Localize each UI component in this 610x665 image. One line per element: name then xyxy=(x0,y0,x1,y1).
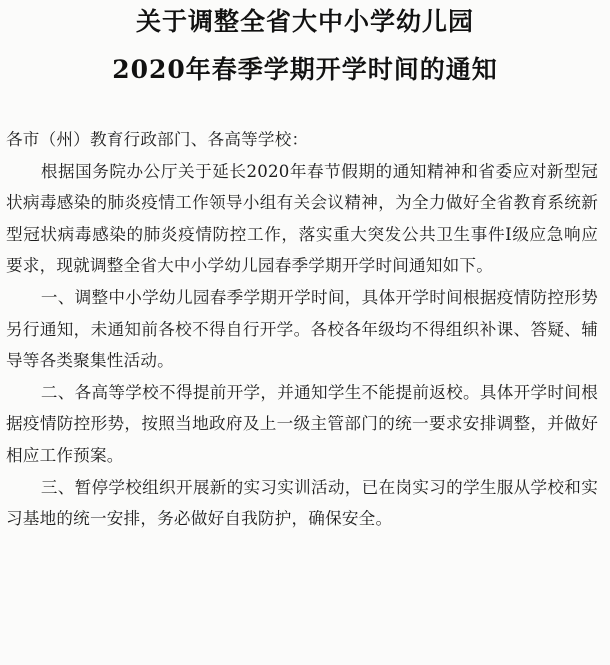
paragraph-intro: 根据国务院办公厅关于延长2020年春节假期的通知精神和省委应对新型冠状病毒感染的肺炎疫情工作领导小组有关会议精神，为全力做好全省教育系统新型冠状病毒感染的肺炎疫情防控工作，落实重大突发公共卫生事件Ⅰ级应急响应要求，现就调整全省大中小学幼儿园春季学期开学时间通知如下。 xyxy=(6,161,598,276)
salutation: 各市（州）教育行政部门、各高等学校： xyxy=(6,130,309,149)
paragraph-item-3: 三、暂停学校组织开展新的实习实训活动，已在岗实习的学生服从学校和实习基地的统一安排，务必做好自我防护，确保安全。 xyxy=(6,477,598,529)
document-body xyxy=(6,124,598,535)
paragraph-item-2: 二、各高等学校不得提前开学，并通知学生不能提前返校。具体开学时间根据疫情防控形势，按照当地政府及上一级主管部门的统一要求安排调整，并做好相应工作预案。 xyxy=(6,382,598,465)
paragraph-item-1: 一、调整中小学幼儿园春季学期开学时间，具体开学时间根据疫情防控形势另行通知，未通知前各校不得自行开学。各校各年级均不得组织补课、答疑、辅导等各类聚集性活动。 xyxy=(6,287,598,371)
document-title-line-2: 2020年春季学期开学时间的通知 xyxy=(112,55,498,84)
document-title-line-1: 关于调整全省大中小学幼儿园 xyxy=(135,7,474,36)
